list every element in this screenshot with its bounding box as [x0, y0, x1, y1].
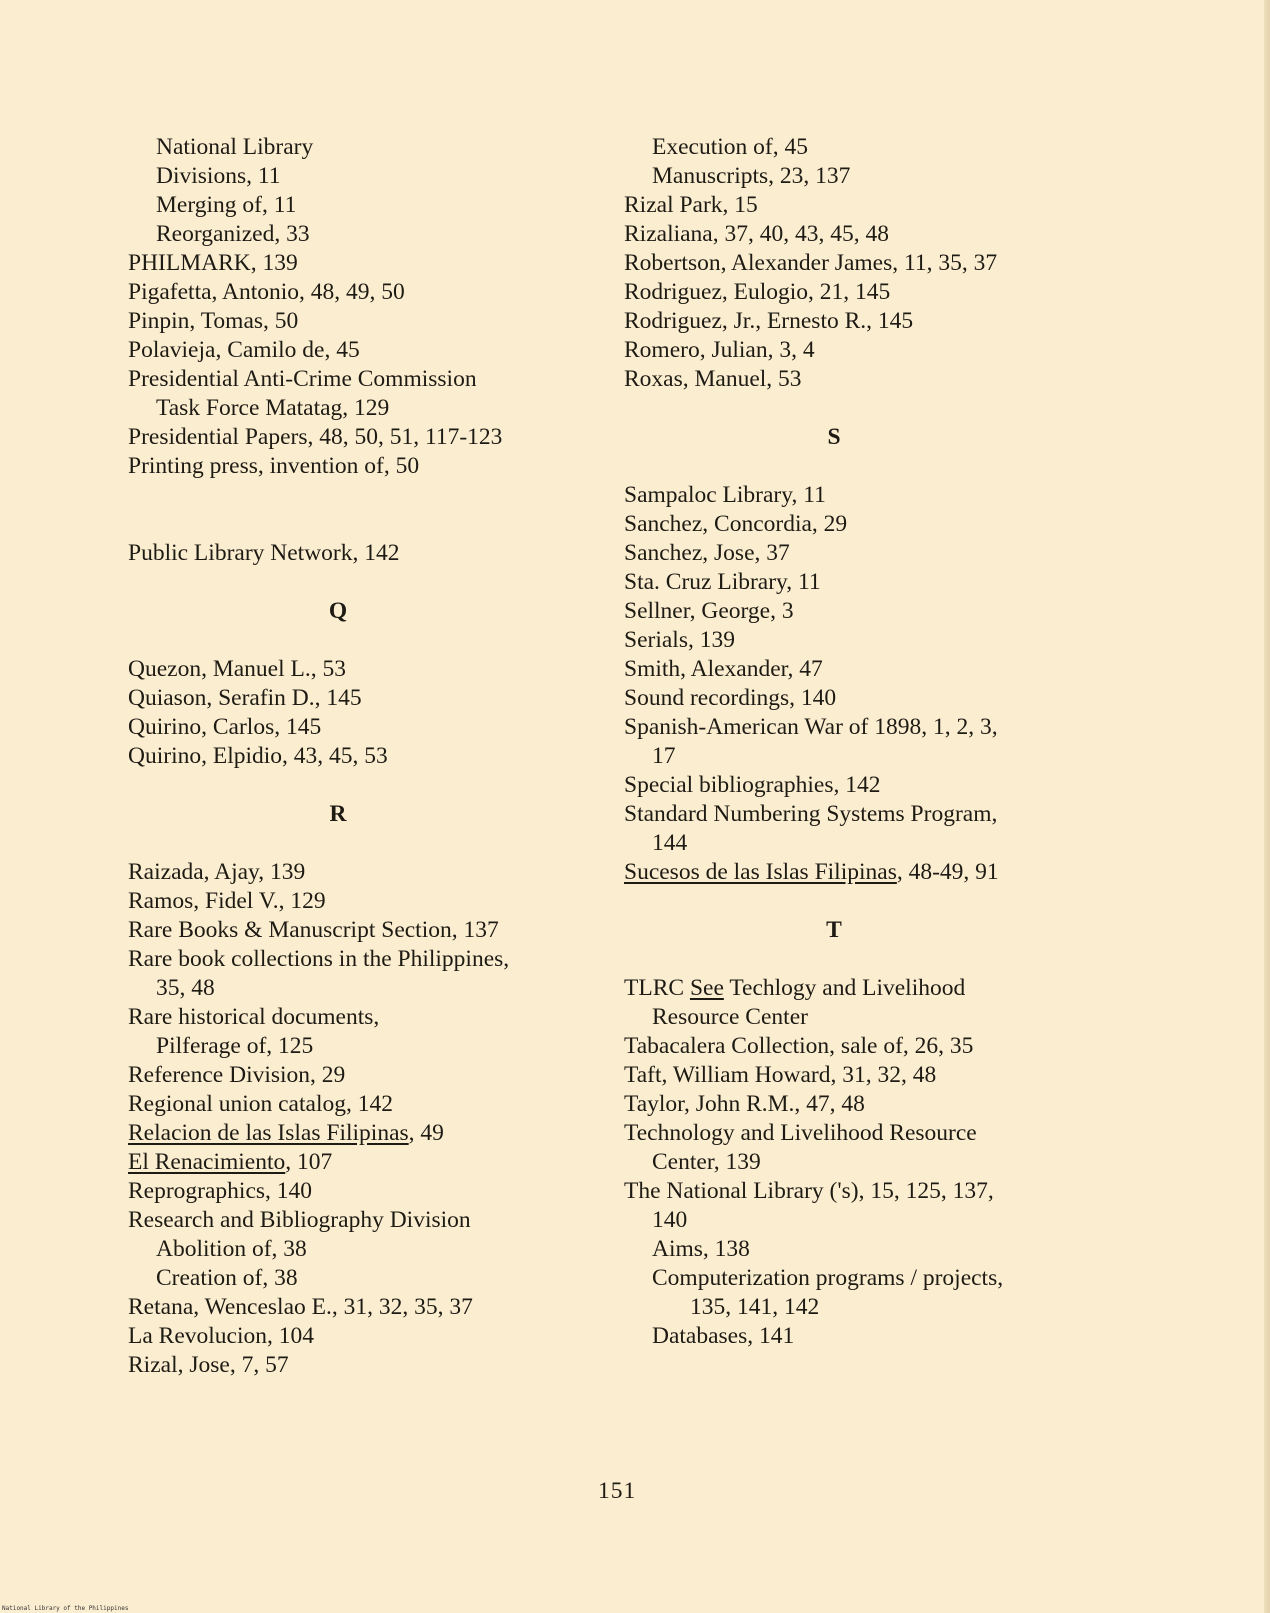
index-entry: Resource Center: [652, 1004, 808, 1030]
index-entry: Regional union catalog, 142: [128, 1091, 393, 1117]
index-entry: 35, 48: [156, 975, 215, 1001]
index-entry: Standard Numbering Systems Program,: [624, 801, 998, 827]
index-entry: Rodriguez, Jr., Ernesto R., 145: [624, 308, 914, 334]
index-entry: Execution of, 45: [652, 134, 808, 160]
index-entry: Merging of, 11: [156, 192, 297, 218]
index-entry: Raizada, Ajay, 139: [128, 859, 306, 885]
index-entry: Sucesos de las Islas Filipinas, 48-49, 91: [624, 859, 999, 885]
index-entry: Rizaliana, 37, 40, 43, 45, 48: [624, 221, 889, 247]
index-entry: Sellner, George, 3: [624, 598, 794, 624]
index-entry: Taylor, John R.M., 47, 48: [624, 1091, 865, 1117]
index-entry: Ramos, Fidel V., 129: [128, 888, 326, 914]
spacer: [624, 887, 1144, 916]
spacer: [624, 394, 1144, 423]
index-entry: Quirino, Carlos, 145: [128, 714, 322, 740]
underlined-title: See: [689, 975, 724, 1001]
index-entry: Presidential Anti-Crime Commission: [128, 366, 477, 392]
index-entry: Pilferage of, 125: [156, 1033, 314, 1059]
index-entry: Special bibliographies, 142: [624, 772, 881, 798]
index-entry: Retana, Wenceslao E., 31, 32, 35, 37: [128, 1294, 473, 1320]
index-entry: Sanchez, Concordia, 29: [624, 511, 848, 537]
underlined-title: El Renacimiento: [128, 1149, 286, 1175]
index-entry: Rare Books & Manuscript Section, 137: [128, 917, 499, 943]
spacer: [624, 452, 1144, 481]
index-entry: Romero, Julian, 3, 4: [624, 337, 815, 363]
footer-credit: National Library of the Philippines: [2, 1605, 129, 1612]
section-letter: R: [329, 801, 347, 827]
index-entry: National Library: [156, 134, 314, 160]
index-entry: Reference Division, 29: [128, 1062, 346, 1088]
index-entry: 144: [652, 830, 688, 856]
spacer: [128, 626, 568, 655]
index-entry: Rizal Park, 15: [624, 192, 758, 218]
index-entry: Rizal, Jose, 7, 57: [128, 1352, 289, 1378]
index-entry: Polavieja, Camilo de, 45: [128, 337, 360, 363]
section-letter: Q: [328, 598, 348, 624]
index-entry: Aims, 138: [652, 1236, 750, 1262]
index-entry: Computerization programs / projects,: [652, 1265, 1004, 1291]
index-entry: Reprographics, 140: [128, 1178, 313, 1204]
index-entry: TLRC See Techlogy and Livelihood: [624, 975, 966, 1001]
index-entry: Pinpin, Tomas, 50: [128, 308, 299, 334]
index-entry: Center, 139: [652, 1149, 761, 1175]
index-entry: Pigafetta, Antonio, 48, 49, 50: [128, 279, 405, 305]
index-entry: La Revolucion, 104: [128, 1323, 315, 1349]
spacer: [128, 771, 568, 800]
section-letter: T: [826, 917, 842, 943]
index-column-right: [624, 133, 1144, 1351]
index-entry: Spanish-American War of 1898, 1, 2, 3,: [624, 714, 998, 740]
index-entry: El Renacimiento, 107: [128, 1149, 333, 1175]
index-entry: Sound recordings, 140: [624, 685, 837, 711]
index-entry: 135, 141, 142: [690, 1294, 820, 1320]
index-entry: Quirino, Elpidio, 43, 45, 53: [128, 743, 388, 769]
spacer: [624, 945, 1144, 974]
index-entry: Sampaloc Library, 11: [624, 482, 826, 508]
index-entry: Abolition of, 38: [156, 1236, 307, 1262]
index-entry: Tabacalera Collection, sale of, 26, 35: [624, 1033, 974, 1059]
index-entry: Technology and Livelihood Resource: [624, 1120, 977, 1146]
index-entry: 17: [652, 743, 676, 769]
index-entry: Roxas, Manuel, 53: [624, 366, 802, 392]
index-entry: Rare book collections in the Philippines,: [128, 946, 510, 972]
underlined-title: Sucesos de las Islas Filipinas: [624, 859, 897, 885]
index-entry: Rare historical documents,: [128, 1004, 380, 1030]
index-entry: Printing press, invention of, 50: [128, 453, 420, 479]
spacer: [128, 568, 568, 597]
spacer: [128, 829, 568, 858]
index-entry: The National Library ('s), 15, 125, 137,: [624, 1178, 994, 1204]
page-edge: [1264, 0, 1270, 1613]
index-entry: 140: [652, 1207, 688, 1233]
index-entry: Manuscripts, 23, 137: [652, 163, 851, 189]
underlined-title: Relacion de las Islas Filipinas: [128, 1120, 409, 1146]
index-entry: Robertson, Alexander James, 11, 35, 37: [624, 250, 998, 276]
section-letter: S: [827, 424, 841, 450]
page-number: 151: [598, 1478, 637, 1504]
index-entry: Divisions, 11: [156, 163, 281, 189]
index-entry: Serials, 139: [624, 627, 735, 653]
index-entry: Presidential Papers, 48, 50, 51, 117-123: [128, 424, 503, 450]
index-entry: Quiason, Serafin D., 145: [128, 685, 362, 711]
index-entry: Taft, William Howard, 31, 32, 48: [624, 1062, 937, 1088]
index-entry: Relacion de las Islas Filipinas, 49: [128, 1120, 444, 1146]
index-entry: Task Force Matatag, 129: [156, 395, 390, 421]
index-entry: Quezon, Manuel L., 53: [128, 656, 346, 682]
index-entry: Databases, 141: [652, 1323, 795, 1349]
index-entry: Research and Bibliography Division: [128, 1207, 471, 1233]
index-entry: PHILMARK, 139: [128, 250, 298, 276]
spacer: [128, 481, 568, 539]
index-entry: Public Library Network, 142: [128, 540, 400, 566]
index-entry: Reorganized, 33: [156, 221, 310, 247]
index-entry: Creation of, 38: [156, 1265, 298, 1291]
index-entry: Smith, Alexander, 47: [624, 656, 823, 682]
index-column-left: [128, 133, 568, 1380]
index-entry: Sta. Cruz Library, 11: [624, 569, 821, 595]
index-entry: Sanchez, Jose, 37: [624, 540, 790, 566]
index-entry: Rodriguez, Eulogio, 21, 145: [624, 279, 891, 305]
